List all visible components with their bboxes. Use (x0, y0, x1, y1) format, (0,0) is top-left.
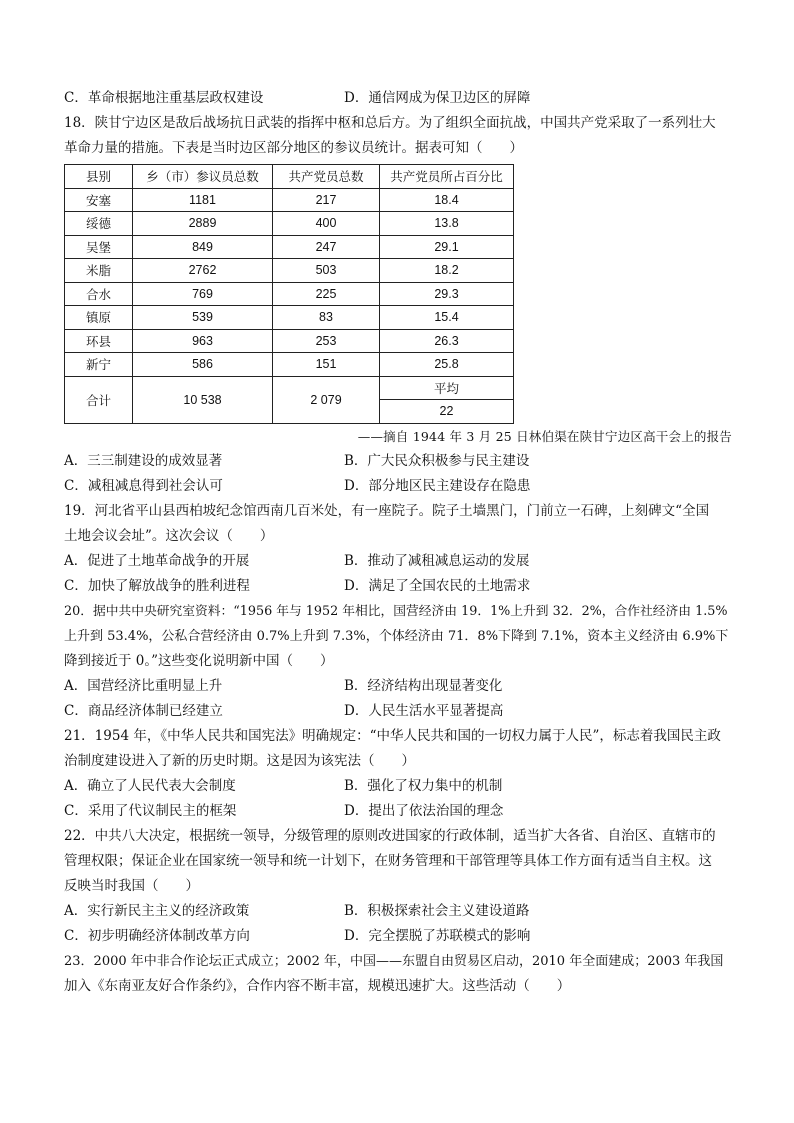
table-row (65, 282, 514, 306)
table-cell-party: 400 (273, 212, 380, 236)
table-cell-county: 安塞 (65, 188, 133, 212)
table-average-label: 平均 (380, 376, 514, 400)
table-cell-county: 米脂 (65, 259, 133, 283)
table-cell-percent: 18.4 (380, 188, 514, 212)
table-header: 乡（市）参议员总数 (133, 165, 273, 189)
table-cell-party: 503 (273, 259, 380, 283)
table-cell-party: 247 (273, 235, 380, 259)
q17-options-row (64, 86, 732, 111)
q18-options-row-2 (64, 474, 732, 499)
q23-stem-line1: 23．2000 年中非合作论坛正式成立；2002 年，中国——东盟自由贸易区启动，2010 年全面建成；2003 年我国 (64, 953, 724, 969)
table-cell-percent: 25.8 (380, 353, 514, 377)
q21-option-d[interactable]: D．提出了依法治国的理念 (344, 802, 504, 819)
table-header: 县别 (65, 165, 133, 189)
table-cell-percent: 26.3 (380, 329, 514, 353)
q19-option-b[interactable]: B．推动了减租减息运动的发展 (344, 552, 530, 569)
q22-option-d[interactable]: D．完全摆脱了苏联模式的影响 (344, 927, 531, 944)
table-average-value: 22 (380, 400, 514, 424)
q22-stem-line3: 反映当时我国（ ） (64, 877, 199, 894)
table-header: 共产党员总数 (273, 165, 380, 189)
q21-option-b[interactable]: B．强化了权力集中的机制 (344, 777, 503, 794)
table-source-citation: ——摘自 1944 年 3 月 25 日林伯渠在陕甘宁边区高干会上的报告 (357, 428, 732, 444)
q21-option-c[interactable]: C．采用了代议制民主的框架 (64, 802, 237, 819)
q23-stem-line2: 加入《东南亚友好合作条约》，合作内容不断丰富，规模迅速扩大。这些活动（ ） (64, 977, 571, 994)
q18-option-c[interactable]: C．减租减息得到社会认可 (64, 477, 223, 494)
table-cell-percent: 29.1 (380, 235, 514, 259)
q22-option-b[interactable]: B．积极探索社会主义建设道路 (344, 902, 530, 919)
table-cell-members: 963 (133, 329, 273, 353)
q22-options-row-1 (64, 899, 732, 924)
q18-options-row-1 (64, 449, 732, 474)
table-cell-county: 绥德 (65, 212, 133, 236)
exam-page (64, 86, 732, 999)
table-cell-party: 225 (273, 282, 380, 306)
table-cell-county: 吴堡 (65, 235, 133, 259)
table-row (65, 306, 514, 330)
q19-options-row-1 (64, 549, 732, 574)
q17-option-d[interactable]: D．通信网成为保卫边区的屏障 (344, 90, 531, 106)
q19-option-a[interactable]: A．促进了土地革命战争的开展 (64, 552, 250, 569)
q19-option-d[interactable]: D．满足了全国农民的土地需求 (344, 577, 531, 594)
table-row (65, 188, 514, 212)
q20-stem-line1: 20．据中共中央研究室资料：“1956 年与 1952 年相比，国营经济由 19．1%上升到 32．2%，合作社经济由 1.5% (64, 603, 728, 619)
table-cell-party: 151 (273, 353, 380, 377)
q19-stem-line2: 土地会议会址”。这次会议（ ） (64, 527, 274, 544)
table-cell-percent: 13.8 (380, 212, 514, 236)
q18-option-a[interactable]: A．三三制建设的成效显著 (64, 452, 223, 469)
q20-stem-line3: 降到接近于 0。”这些变化说明新中国（ ） (64, 652, 334, 669)
q21-options-row-1 (64, 774, 732, 799)
question-23 (64, 949, 732, 999)
table-cell-county: 合水 (65, 282, 133, 306)
table-cell-members: 539 (133, 306, 273, 330)
table-cell-party: 253 (273, 329, 380, 353)
q20-option-a[interactable]: A．国营经济比重明显上升 (64, 677, 223, 694)
table-cell-party: 83 (273, 306, 380, 330)
q18-stem-line1: 18．陕甘宁边区是敌后战场抗日武装的指挥中枢和总后方。为了组织全面抗战，中国共产党采取了一系列壮大 (64, 115, 716, 131)
q20-options-row-2 (64, 699, 732, 724)
table-cell-county: 镇原 (65, 306, 133, 330)
table-cell-percent: 15.4 (380, 306, 514, 330)
table-total-label: 合计 (65, 376, 133, 423)
question-18 (64, 111, 732, 499)
q19-options-row-2 (64, 574, 732, 599)
q20-option-d[interactable]: D．人民生活水平显著提高 (344, 702, 504, 719)
table-cell-members: 1181 (133, 188, 273, 212)
table-header-row (65, 165, 514, 189)
q18-stem-line2: 革命力量的措施。下表是当时边区部分地区的参议员统计。据表可知（ ） (64, 140, 523, 156)
table-cell-members: 849 (133, 235, 273, 259)
q21-stem-line1: 21．1954 年，《中华人民共和国宪法》明确规定：“中华人民共和国的一切权力属于人民”，标志着我国民主政 (64, 727, 721, 744)
question-20 (64, 599, 732, 724)
table-total-members: 10 538 (133, 376, 273, 423)
question-22 (64, 824, 732, 949)
q21-option-a[interactable]: A．确立了人民代表大会制度 (64, 777, 236, 794)
q18-option-d[interactable]: D．部分地区民主建设存在隐患 (344, 477, 531, 494)
q21-stem-line2: 治制度建设进入了新的历史时期。这是因为该宪法（ ） (64, 752, 415, 769)
table-row (65, 259, 514, 283)
table-total-party: 2 079 (273, 376, 380, 423)
table-header: 共产党员所占百分比 (380, 165, 514, 189)
table-row (65, 353, 514, 377)
q17-option-c[interactable]: C．革命根据地注重基层政权建设 (64, 90, 264, 106)
table-cell-percent: 29.3 (380, 282, 514, 306)
q20-options-row-1 (64, 674, 732, 699)
table-row (65, 235, 514, 259)
table-cell-county: 新宁 (65, 353, 133, 377)
q18-option-b[interactable]: B．广大民众积极参与民主建设 (344, 452, 530, 469)
question-21 (64, 724, 732, 824)
q19-option-c[interactable]: C．加快了解放战争的胜利进程 (64, 577, 250, 594)
q21-options-row-2 (64, 799, 732, 824)
senator-statistics-table (64, 164, 514, 424)
table-row (65, 329, 514, 353)
table-cell-county: 环县 (65, 329, 133, 353)
q22-options-row-2 (64, 924, 732, 949)
q22-option-c[interactable]: C．初步明确经济体制改革方向 (64, 927, 250, 944)
table-cell-members: 2889 (133, 212, 273, 236)
table-cell-percent: 18.2 (380, 259, 514, 283)
table-total-row (65, 376, 514, 400)
q22-stem-line2: 管理权限；保证企业在国家统一领导和统一计划下，在财务管理和干部管理等具体工作方面有适当自主权。这 (64, 852, 712, 869)
q22-stem-line1: 22．中共八大决定，根据统一领导，分级管理的原则改进国家的行政体制，适当扩大各省、自治区、直辖市的 (64, 827, 716, 844)
question-19 (64, 499, 732, 599)
table-cell-members: 769 (133, 282, 273, 306)
q20-option-b[interactable]: B．经济结构出现显著变化 (344, 677, 503, 694)
table-row (65, 212, 514, 236)
table-cell-party: 217 (273, 188, 380, 212)
q20-option-c[interactable]: C．商品经济体制已经建立 (64, 702, 223, 719)
q20-stem-line2: 上升到 53.4%，公私合营经济由 0.7%上升到 7.3%，个体经济由 71．8%下降到 7.1%，资本主义经济由 6.9%下 (64, 628, 729, 644)
table-cell-members: 2762 (133, 259, 273, 283)
table-cell-members: 586 (133, 353, 273, 377)
q19-stem-line1: 19．河北省平山县西柏坡纪念馆西南几百米处，有一座院子。院子土墙黑门，门前立一石碑，上刻碑文“全国 (64, 502, 710, 519)
q22-option-a[interactable]: A．实行新民主主义的经济政策 (64, 902, 250, 919)
